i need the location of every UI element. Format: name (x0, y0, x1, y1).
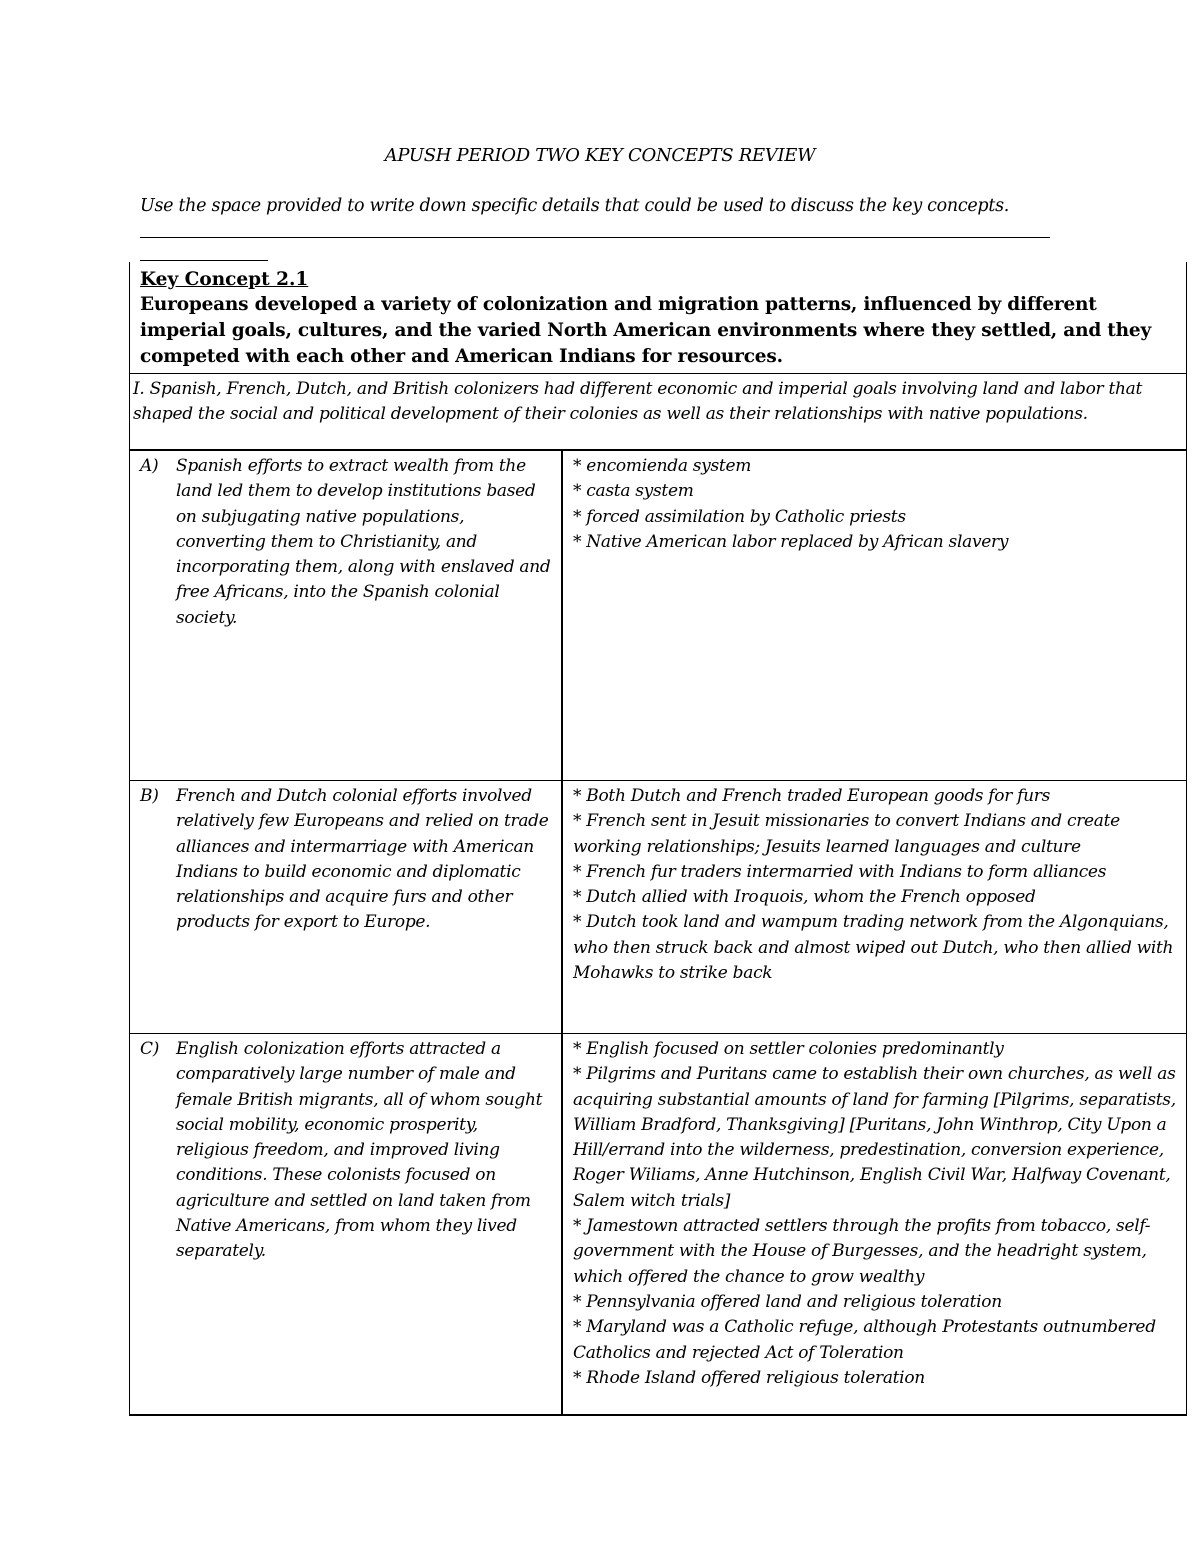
note-item: * French fur traders intermarried with Indians to form alliances (573, 861, 1107, 882)
short-rule (140, 260, 268, 261)
note-item: * encomienda system (573, 456, 752, 476)
page-title: APUSH PERIOD TWO KEY CONCEPTS REVIEW (384, 145, 816, 166)
row-prompt-cell (130, 451, 563, 780)
row-prompt-cell (130, 781, 563, 1033)
note-item: * Rhode Island offered religious toleration (573, 1367, 925, 1388)
concept-table (129, 262, 1187, 1416)
row-letter: A) (140, 456, 159, 476)
note-item: * Jamestown attracted settlers through the profits from tobacco, self-government with the House of Burgesses, and the headright system, which offered the chance to grow wealthy (573, 1216, 1151, 1287)
row-notes-cell[interactable] (563, 781, 1186, 1033)
row-letter: B) (140, 786, 159, 806)
concept-header (129, 262, 1187, 373)
instructions-text: Use the space provided to write down specific details that could be used to discuss the key concepts. (140, 196, 1010, 216)
note-item: * Pilgrims and Puritans came to establish their own churches, as well as acquiring substantial amounts of land for farming [Pilgrims, separatists, William Bradford, Thanksgiving] [Puritans, John Winthrop, City Upon a Hill/errand into the wilderness, predestination, conversion experience, Roger Wiliams, Anne Hutchinson, English Civil War, Halfway Covenant, Salem witch trials] (573, 1064, 1176, 1211)
note-item: * French sent in Jesuit missionaries to convert Indians and create working relationships; Jesuits learned languages and culture (573, 811, 1120, 857)
answer-line (140, 237, 1050, 238)
note-item: * English focused on settler colonies predominantly (573, 1039, 1004, 1059)
table-row-c (129, 1034, 1187, 1416)
row-prompt-text: Spanish efforts to extract wealth from the land led them to develop institutions based on subjugating native populations, converting them to Christianity, and incorporating them, along with enslaved and free Africans, into the Spanish colonial society. (176, 456, 551, 628)
note-item: * Native American labor replaced by African slavery (573, 531, 1009, 552)
note-item: * casta system (573, 481, 694, 502)
row-prompt-text: English colonization efforts attracted a comparatively large number of male and female British migrants, all of whom sought social mobility, economic prosperity, religious freedom, and improved living conditions. These colonists focused on agriculture and settled on land taken from Native Americans, from whom they lived separately. (176, 1039, 543, 1262)
note-item: * Dutch took land and wampum trading network from the Algonquians, who then struck back and almost wiped out Dutch, who then allied with Mohawks to strike back (573, 912, 1174, 984)
row-notes-cell[interactable] (563, 1034, 1186, 1414)
table-row-a (129, 451, 1187, 781)
row-prompt-cell (130, 1034, 563, 1414)
section-statement: I. Spanish, French, Dutch, and British colonizers had different economic and imperial goals involving land and labor that shaped the social and political development of their colonies as well as their relationships with native populations. (129, 373, 1187, 451)
note-item: * Pennsylvania offered land and religious toleration (573, 1291, 1002, 1312)
concept-statement: Europeans developed a variety of colonization and migration patterns, influenced by different imperial goals, cultures, and the varied North American environments where they settled, and they competed with each other and American Indians for resources. (140, 294, 1152, 367)
row-prompt-text: French and Dutch colonial efforts involved relatively few Europeans and relied on trade alliances and intermarriage with American Indians to build economic and diplomatic relationships and acquire furs and other products for export to Europe. (176, 786, 549, 933)
note-item: * Both Dutch and French traded European goods for furs (573, 786, 1051, 806)
note-item: * Maryland was a Catholic refuge, although Protestants outnumbered Catholics and rejected Act of Toleration (573, 1317, 1156, 1363)
row-letter: C) (140, 1039, 160, 1059)
concept-title: Key Concept 2.1 (140, 269, 309, 290)
note-item: * forced assimilation by Catholic priests (573, 506, 906, 527)
note-item: * Dutch allied with Iroquois, whom the French opposed (573, 887, 1036, 908)
table-row-b (129, 781, 1187, 1034)
row-notes-cell[interactable] (563, 451, 1186, 780)
